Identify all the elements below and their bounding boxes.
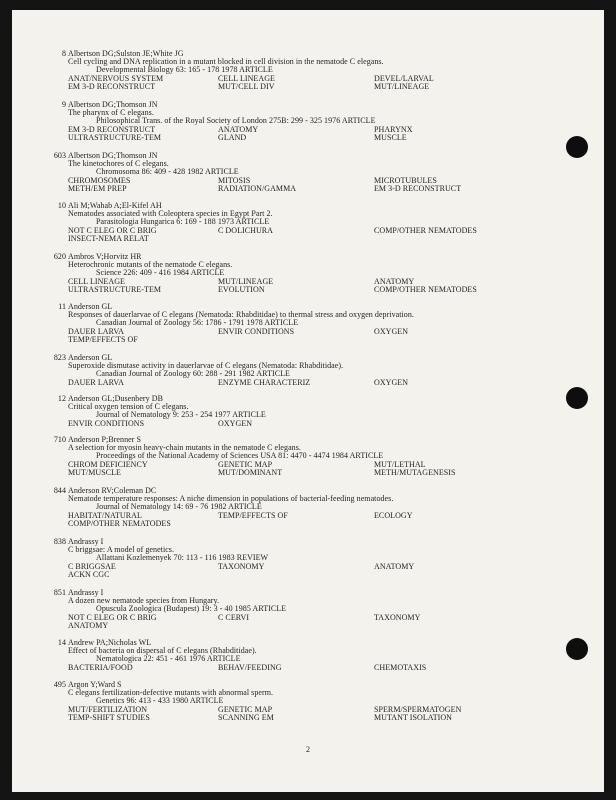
entry-keyword: ECOLOGY xyxy=(374,511,413,520)
entry-keyword: TEMP/EFFECTS OF xyxy=(218,511,288,520)
entry-source: Journal of Nematology 14: 69 - 76 1982 ARTICLE xyxy=(96,502,262,511)
entry-source: Proceedings of the National Academy of Sciences USA 81: 4470 - 4474 1984 ARTICLE xyxy=(96,451,384,460)
entry-keyword: OXYGEN xyxy=(374,327,409,336)
entry-number: 10 xyxy=(57,201,66,210)
entry-keyword: ULTRASTRUCTURE-TEM xyxy=(68,133,162,142)
entry-authors: Andrassy I xyxy=(68,588,104,597)
entry-keyword: RADIATION/GAMMA xyxy=(218,184,297,193)
entry-number: 495 xyxy=(53,680,66,689)
entry-number: 12 xyxy=(57,394,66,403)
entry-keyword: MUTANT ISOLATION xyxy=(374,713,453,722)
entry-title: Nematodes associated with Coleoptera species in Egypt Part 2. xyxy=(68,209,273,218)
entry-keyword: MUSCLE xyxy=(374,133,407,142)
entry-keyword: ENVIR CONDITIONS xyxy=(68,419,145,428)
entry-source: Philosophical Trans. of the Royal Society of London 275B: 299 - 325 1976 ARTICLE xyxy=(96,116,376,125)
entry-keyword: EM 3-D RECONSTRUCT xyxy=(374,184,462,193)
entry-source: Science 226: 409 - 416 1984 ARTICLE xyxy=(96,268,225,277)
page-number: 2 xyxy=(306,745,310,754)
entry-keyword: TEMP-SHIFT STUDIES xyxy=(68,713,150,722)
entry-keyword: COMP/OTHER NEMATODES xyxy=(374,285,477,294)
entry-keyword: BEHAV/FEEDING xyxy=(218,663,282,672)
entry-number: 710 xyxy=(53,435,66,444)
entry-authors: Anderson GL;Dusenbery DB xyxy=(68,394,163,403)
entry-keyword: ANATOMY xyxy=(374,562,415,571)
entry-authors: Anderson GL xyxy=(68,353,113,362)
entry-keyword: INSECT-NEMA RELAT xyxy=(68,234,149,243)
entry-keyword: ACKN CGC xyxy=(68,570,110,579)
entry-authors: Albertson DG;Sulston JE;White JG xyxy=(68,49,184,58)
entry-source: Canadian Journal of Zoology 60: 288 - 291 1982 ARTICLE xyxy=(96,369,290,378)
entry-keyword: TEMP/EFFECTS OF xyxy=(68,335,138,344)
entry-keyword: PHARYNX xyxy=(374,125,413,134)
entry-keyword: HABITAT/NATURAL xyxy=(68,511,142,520)
entry-source: Genetics 96: 413 - 433 1980 ARTICLE xyxy=(96,696,224,705)
entry-keyword: TAXONOMY xyxy=(218,562,265,571)
entry-keyword: METH/MUTAGENESIS xyxy=(374,468,456,477)
entry-source: Developmental Biology 63: 165 - 178 1978 ARTICLE xyxy=(96,65,273,74)
entry-number: 9 xyxy=(61,100,66,109)
entry-number: 8 xyxy=(61,49,66,58)
entry-authors: Ali M;Wahab A;El-Kifel AH xyxy=(68,201,162,210)
entry-keyword: CHROM DEFICIENCY xyxy=(68,460,148,469)
entry-keyword: DAUER LARVA xyxy=(68,378,124,387)
entry-keyword: EVOLUTION xyxy=(218,285,265,294)
entry-source: Allattani Kozlemenyek 70: 113 - 116 1983 REVIEW xyxy=(96,553,269,562)
entry-title: A dozen new nematode species from Hungary. xyxy=(68,596,220,605)
entry-keyword: SPERM/SPERMATOGEN xyxy=(374,705,462,714)
binder-hole-top xyxy=(566,136,588,158)
entry-keyword: NOT C ELEG OR C BRIG xyxy=(68,226,157,235)
entry-title: A selection for myosin heavy-chain mutants in the nematode C elegans. xyxy=(68,443,301,452)
entry-keyword: C CERVI xyxy=(218,613,250,622)
entry-title: Effect of bacteria on dispersal of C elegans (Rhabditidae). xyxy=(68,646,257,655)
entry-authors: Andrassy I xyxy=(68,537,104,546)
entry-source: Canadian Journal of Zoology 56: 1786 - 1791 1978 ARTICLE xyxy=(96,318,299,327)
entry-keyword: MUT/LINEAGE xyxy=(374,82,430,91)
entry-title: The pharynx of C elegans. xyxy=(68,108,154,117)
entry-keyword: MUT/MUSCLE xyxy=(68,468,121,477)
entry-keyword: COMP/OTHER NEMATODES xyxy=(374,226,477,235)
entry-keyword: EM 3-D RECONSTRUCT xyxy=(68,82,156,91)
entry-authors: Argon Y;Ward S xyxy=(68,680,122,689)
entry-title: C elegans fertilization-defective mutants with abnormal sperm. xyxy=(68,688,274,697)
entry-keyword: C DOLICHURA xyxy=(218,226,273,235)
entry-title: Critical oxygen tension of C elegans. xyxy=(68,402,189,411)
entry-keyword: METH/EM PREP xyxy=(68,184,127,193)
entry-source: Nematologica 22: 451 - 461 1976 ARTICLE xyxy=(96,654,241,663)
entry-authors: Anderson RV;Coleman DC xyxy=(68,486,157,495)
binder-hole-bottom xyxy=(566,638,588,660)
entry-keyword: DAUER LARVA xyxy=(68,327,124,336)
entry-keyword: ENVIR CONDITIONS xyxy=(218,327,295,336)
entry-keyword: MICROTUBULES xyxy=(374,176,437,185)
entry-keyword: NOT C ELEG OR C BRIG xyxy=(68,613,157,622)
entry-number: 823 xyxy=(53,353,66,362)
entry-keyword: ULTRASTRUCTURE-TEM xyxy=(68,285,162,294)
entry-keyword: EM 3-D RECONSTRUCT xyxy=(68,125,156,134)
entry-keyword: BACTERIA/FOOD xyxy=(68,663,133,672)
entry-authors: Ambros V;Horvitz HR xyxy=(68,252,142,261)
entry-title: The kinetochores of C elegans. xyxy=(68,159,169,168)
entry-authors: Albertson DG;Thomson JN xyxy=(68,100,158,109)
document-page xyxy=(12,10,604,792)
entry-keyword: GENETIC MAP xyxy=(218,460,273,469)
entry-keyword: CHEMOTAXIS xyxy=(374,663,427,672)
entry-number: 603 xyxy=(53,151,66,160)
entry-keyword: MUT/LINEAGE xyxy=(218,277,274,286)
entry-keyword: COMP/OTHER NEMATODES xyxy=(68,519,171,528)
entry-keyword: OXYGEN xyxy=(218,419,253,428)
binder-hole-middle xyxy=(566,387,588,409)
entry-title: Superoxide dismutase activity in dauerlarvae of C elegans (Nematoda: Rhabditidae). xyxy=(68,361,344,370)
entry-keyword: CHROMOSOMES xyxy=(68,176,131,185)
entry-keyword: MITOSIS xyxy=(218,176,251,185)
entry-source: Parasitologia Hungarica 6: 169 - 188 1973 ARTICLE xyxy=(96,217,270,226)
entry-keyword: MUT/CELL DIV xyxy=(218,82,275,91)
entry-keyword: GLAND xyxy=(218,133,247,142)
entry-keyword: CELL LINEAGE xyxy=(218,74,275,83)
entry-keyword: C BRIGGSAE xyxy=(68,562,116,571)
entry-title: C briggsae: A model of genetics. xyxy=(68,545,175,554)
entry-source: Chromosoma 86: 409 - 428 1982 ARTICLE xyxy=(96,167,239,176)
entry-keyword: DEVEL/LARVAL xyxy=(374,74,434,83)
entry-source: Journal of Nematology 9: 253 - 254 1977 ARTICLE xyxy=(96,410,266,419)
entry-keyword: OXYGEN xyxy=(374,378,409,387)
entry-title: Nematode temperature responses: A niche dimension in populations of bacterial-feeding nematodes. xyxy=(68,494,394,503)
entry-authors: Anderson GL xyxy=(68,302,113,311)
entry-keyword: CELL LINEAGE xyxy=(68,277,125,286)
entry-title: Responses of dauerlarvae of C elegans (Nematoda: Rhabditidae) to thermal stress and oxygen deprivation. xyxy=(68,310,414,319)
entry-authors: Andrew PA;Nicholas WL xyxy=(68,638,152,647)
entry-number: 620 xyxy=(53,252,66,261)
entry-number: 11 xyxy=(58,302,66,311)
entry-number: 14 xyxy=(57,638,66,647)
entry-keyword: ANATOMY xyxy=(218,125,259,134)
entry-number: 838 xyxy=(53,537,66,546)
entry-source: Opuscula Zoologica (Budapest) 19: 3 - 40 1985 ARTICLE xyxy=(96,604,287,613)
entry-keyword: ANATOMY xyxy=(68,621,109,630)
entry-title: Heterochronic mutants of the nematode C elegans. xyxy=(68,260,233,269)
entry-keyword: ENZYME CHARACTERIZ xyxy=(218,378,311,387)
entry-number: 851 xyxy=(53,588,66,597)
entry-title: Cell cycling and DNA replication in a mutant blocked in cell division in the nematode C elegans. xyxy=(68,57,384,66)
entry-keyword: ANAT/NERVOUS SYSTEM xyxy=(68,74,164,83)
entry-authors: Anderson P;Brenner S xyxy=(68,435,141,444)
entry-keyword: MUT/DOMINANT xyxy=(218,468,283,477)
entry-keyword: TAXONOMY xyxy=(374,613,421,622)
entry-keyword: ANATOMY xyxy=(374,277,415,286)
entry-keyword: GENETIC MAP xyxy=(218,705,273,714)
entry-keyword: SCANNING EM xyxy=(218,713,274,722)
entry-keyword: MUT/FERTILIZATION xyxy=(68,705,148,714)
entry-authors: Albertson DG;Thomson JN xyxy=(68,151,158,160)
entry-keyword: MUT/LETHAL xyxy=(374,460,426,469)
entry-number: 844 xyxy=(53,486,66,495)
